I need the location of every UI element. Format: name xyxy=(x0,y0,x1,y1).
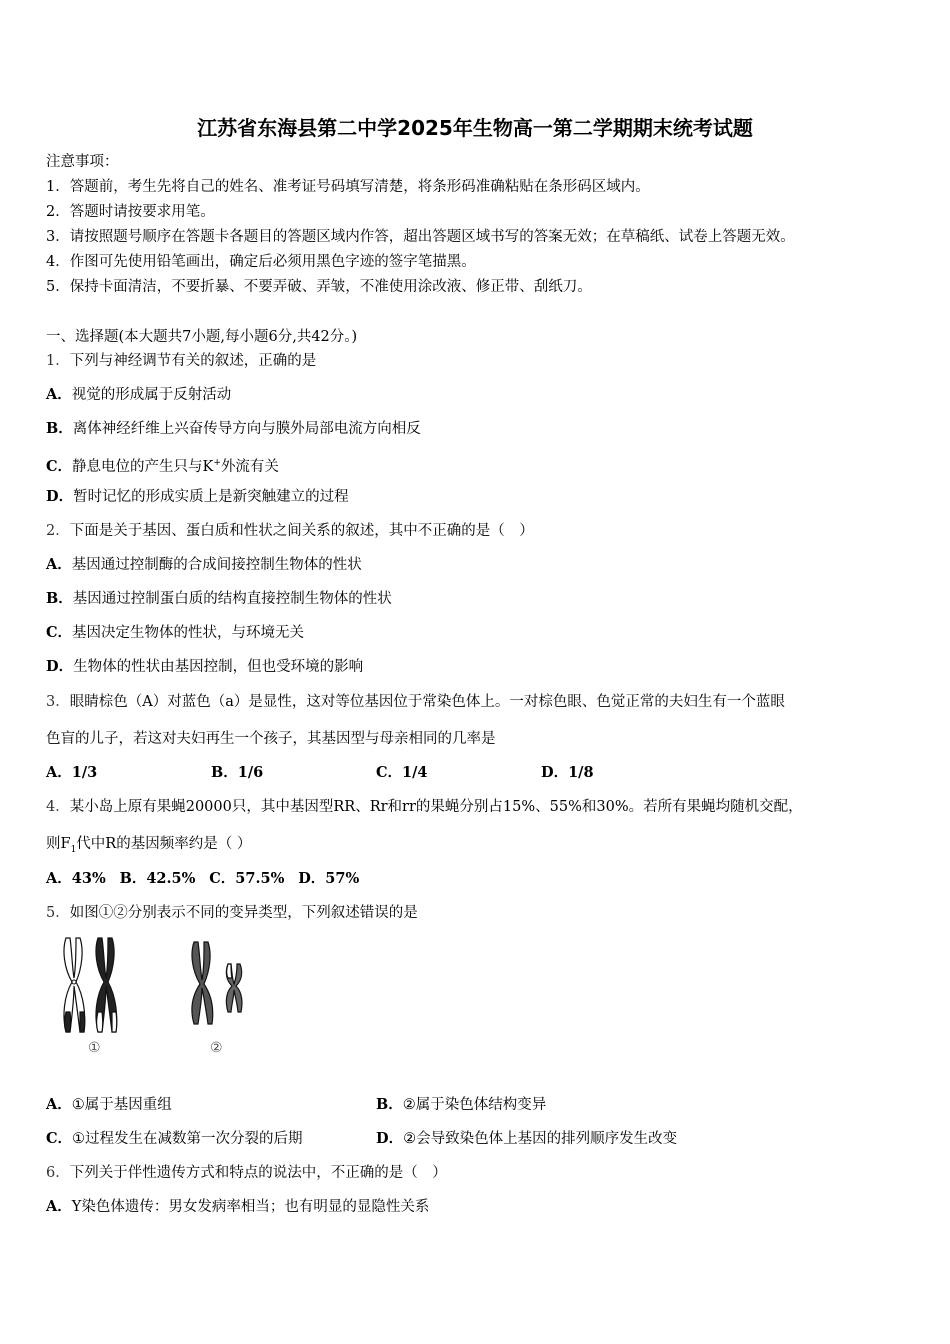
option-letter: C． xyxy=(209,870,236,887)
option-text: Y染色体遗传：男女发病率相当；也有明显的显隐性关系 xyxy=(71,1199,430,1215)
option-letter: A． xyxy=(46,870,72,887)
option-text: 57.5% xyxy=(235,870,285,887)
question-number: 3． xyxy=(46,694,70,710)
option-text: 生物体的性状由基因控制，但也受环境的影响 xyxy=(73,659,364,675)
option-text: 基因决定生物体的性状，与环境无关 xyxy=(72,625,305,641)
option-text: 1/4 xyxy=(402,764,428,781)
option-letter: D． xyxy=(46,658,74,675)
q3-option-d xyxy=(541,763,594,783)
notice-item-5: 5．保持卡面清洁，不要折暴、不要弄破、弄皱，不准使用涂改液、修正带、刮纸刀。 xyxy=(46,279,592,295)
page-title: 江苏省东海县第二中学2025年生物高一第二学期期末统考试题 xyxy=(197,116,753,140)
q3-option-c xyxy=(376,763,428,783)
q5-option-a xyxy=(46,1095,172,1115)
option-letter: C． xyxy=(376,764,403,781)
figure-label-2: ② xyxy=(210,1040,223,1056)
option-text: 视觉的形成属于反射活动 xyxy=(71,387,232,403)
option-letter: C． xyxy=(46,457,73,475)
option-letter: D． xyxy=(376,1130,404,1147)
q1-option-a xyxy=(46,385,231,405)
option-letter: A． xyxy=(46,1096,72,1113)
option-letter: B． xyxy=(376,1096,403,1113)
option-text: ②属于染色体结构变异 xyxy=(402,1097,547,1113)
q1-option-b xyxy=(46,419,421,439)
option-text: 基因通过控制酶的合成间接控制生物体的性状 xyxy=(71,557,362,573)
notice-heading: 注意事项： xyxy=(46,154,119,170)
q1-option-c xyxy=(46,453,279,477)
figure-label-1: ① xyxy=(88,1040,101,1056)
option-text: 1/8 xyxy=(568,764,594,781)
option-letter: D． xyxy=(541,764,569,781)
superscript: + xyxy=(213,458,221,468)
question-stem: 代中R的基因频率约是（ ） xyxy=(76,836,252,852)
notice-item-2: 2．答题时请按要求用笔。 xyxy=(46,204,215,220)
q2-option-d xyxy=(46,657,363,677)
q4-options xyxy=(46,869,359,889)
q6-option-a xyxy=(46,1197,429,1217)
notice-item-3: 3．请按照题号顺序在答题卡各题目的答题区域内作答，超出答题区域书写的答案无效；在草稿纸、试卷上答题无效。 xyxy=(46,229,795,245)
option-text: 57% xyxy=(325,870,360,887)
question-number: 4． xyxy=(46,799,70,815)
option-letter: A． xyxy=(46,556,72,573)
question-3-continued: 色盲的儿子，若这对夫妇再生一个孩子，其基因型与母亲相同的几率是 xyxy=(46,731,496,747)
notice-item-4: 4．作图可先使用铅笔画出，确定后必须用黑色字迹的签字笔描黑。 xyxy=(46,254,476,270)
option-text: ①属于基因重组 xyxy=(71,1097,172,1113)
question-stem: 如图①②分别表示不同的变异类型，下列叙述错误的是 xyxy=(69,905,418,921)
chromosome-pair-2 xyxy=(192,942,242,1024)
question-4-continued xyxy=(46,834,251,860)
question-stem: 眼睛棕色（A）对蓝色（a）是显性，这对等位基因位于常染色体上。一对棕色眼、色觉正常的夫妇生有一个蓝眼 xyxy=(69,694,785,710)
option-text: 1/3 xyxy=(71,764,98,781)
q3-option-b xyxy=(211,763,263,783)
chromosome-pair-1 xyxy=(64,938,117,1032)
q2-option-c xyxy=(46,623,304,643)
option-text: 43% xyxy=(71,870,106,887)
option-text: 1/6 xyxy=(237,764,264,781)
subscript: 1 xyxy=(70,844,77,855)
option-letter: A． xyxy=(46,764,72,781)
option-letter: A． xyxy=(46,386,72,403)
question-number: 2． xyxy=(46,523,70,539)
option-text: 42.5% xyxy=(146,870,196,887)
question-number: 1． xyxy=(46,353,70,369)
question-stem: 下面是关于基因、蛋白质和性状之间关系的叙述，其中不正确的是（ ） xyxy=(69,523,534,539)
option-letter: C． xyxy=(46,1130,73,1147)
question-stem: 下列关于伴性遗传方式和特点的说法中，不正确的是（ ） xyxy=(69,1165,447,1181)
question-stem: 则F xyxy=(46,836,71,852)
question-5 xyxy=(46,903,418,923)
option-text: 离体神经纤维上兴奋传导方向与膜外局部电流方向相反 xyxy=(72,421,421,437)
q5-option-c xyxy=(46,1129,303,1149)
centromere-marker xyxy=(72,980,76,984)
option-text: 暂时记忆的形成实质上是新突触建立的过程 xyxy=(73,489,349,505)
question-2 xyxy=(46,521,534,541)
option-letter: D． xyxy=(46,488,74,505)
option-letter: B． xyxy=(119,870,147,887)
option-letter: B． xyxy=(211,764,238,781)
q2-option-a xyxy=(46,555,362,575)
q5-option-b xyxy=(376,1095,546,1115)
section-heading: 一、选择题(本大题共7小题,每小题6分,共42分。) xyxy=(46,329,358,345)
q1-option-d xyxy=(46,487,349,507)
option-text: 外流有关 xyxy=(220,458,279,475)
option-letter: C． xyxy=(46,624,73,641)
q2-option-b xyxy=(46,589,392,609)
question-6 xyxy=(46,1163,447,1183)
chromosome-figure xyxy=(58,930,278,1060)
question-stem: 下列与神经调节有关的叙述，正确的是 xyxy=(69,353,317,369)
question-number: 6． xyxy=(46,1165,70,1181)
notice-item-1: 1．答题前，考生先将自己的姓名、准考证号码填写清楚，将条形码准确粘贴在条形码区域内。 xyxy=(46,179,650,195)
q3-option-a xyxy=(46,763,97,783)
option-letter: D． xyxy=(298,870,326,887)
option-text: 静息电位的产生只与K xyxy=(72,458,214,475)
option-text: ①过程发生在减数第一次分裂的后期 xyxy=(72,1131,303,1147)
option-letter: B． xyxy=(46,420,73,437)
option-text: 基因通过控制蛋白质的结构直接控制生物体的性状 xyxy=(72,591,392,607)
question-stem: 某小岛上原有果蝇20000只，其中基因型RR、Rr和rr的果蝇分别占15%、55%和30%。若所有果蝇均随机交配， xyxy=(69,799,803,815)
option-text: ②会导致染色体上基因的排列顺序发生改变 xyxy=(403,1131,678,1147)
q5-option-d xyxy=(376,1129,677,1149)
option-letter: A． xyxy=(46,1198,72,1215)
question-1 xyxy=(46,351,316,371)
question-number: 5． xyxy=(46,905,70,921)
question-3 xyxy=(46,692,785,712)
question-4 xyxy=(46,797,803,817)
option-letter: B． xyxy=(46,590,73,607)
